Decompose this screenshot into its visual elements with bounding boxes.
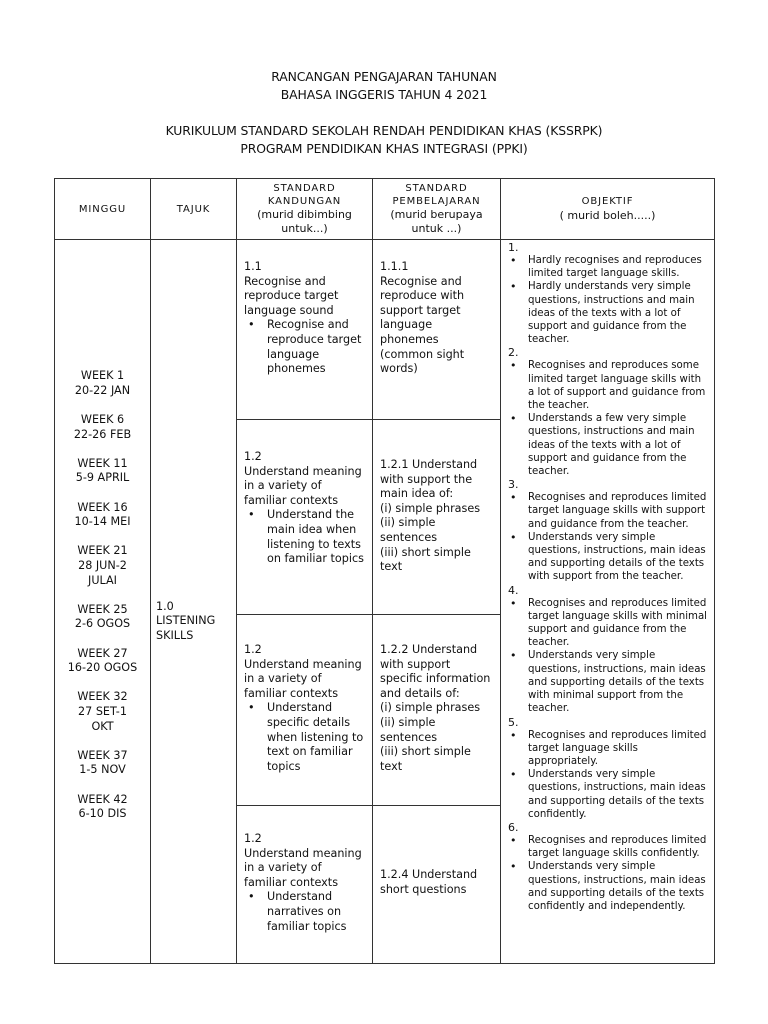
list-item: • Understand specific details when listening to text on familiar topics [244,701,366,774]
week-entry: WEEK 32 27 SET-1 OKT [77,690,128,733]
standard-pembelajaran-cell: 1.2.1 Understand with support the main idea of: (i) simple phrases (ii) simple sentences (iii) short simple text [373,420,501,615]
tajuk-cell: 1.0 LISTENING SKILLS [151,240,237,964]
header-standard-pembelajaran: STANDARD PEMBELAJARAN (murid berupaya untuk ...) [373,179,501,240]
doc-title-3: KURIKULUM STANDARD SEKOLAH RENDAH PENDIDIKAN KHAS (KSSRPK) [165,123,603,138]
table-row [55,240,715,420]
list-item: • Understands very simple questions, instructions, main ideas and supporting details of the texts confidently and independently. [508,860,708,913]
list-item: • Recognises and reproduces limited target language skills with minimal support and guidance from the teacher. [508,597,708,650]
doc-title-4: PROGRAM PENDIDIKAN KHAS INTEGRASI (PPKI) [240,141,528,156]
objective-group [508,584,708,716]
week-entry: WEEK 37 1-5 NOV [77,748,128,777]
standard-kandungan-cell: 1.2 Understand meaning in a variety of familiar contexts • Understand narratives on familiar topics [237,806,373,964]
doc-title-1: RANCANGAN PENGAJARAN TAHUNAN [271,69,497,84]
objective-number: 6. [508,820,519,834]
list-item: • Understands very simple questions, instructions, main ideas and supporting details of the texts with support from the teacher. [508,531,708,584]
list-item: • Understand narratives on familiar topics [244,890,366,934]
header-tajuk: TAJUK [151,179,237,240]
header-minggu: MINGGU [55,179,151,240]
objective-number: 1. [508,241,519,254]
week-entry: WEEK 27 16-20 OGOS [67,646,138,675]
objective-group [508,346,708,478]
standard-kandungan-cell: 1.2 Understand meaning in a variety of familiar contexts • Understand specific details when listening to text on familiar topics [237,615,373,806]
list-item: • Understands very simple questions, instructions, main ideas and supporting details of the texts confidently. [508,768,708,821]
standard-kandungan-cell: 1.2 Understand meaning in a variety of familiar contexts • Understand the main idea when listening to texts on familiar topics [237,420,373,615]
objective-number: 3. [508,478,519,492]
list-item: • Hardly recognises and reproduces limited target language skills. [508,254,708,280]
list-item: • Recognises and reproduces some limited target language skills with a lot of support and guidance from the teacher. [508,359,708,412]
list-item: • Understands very simple questions, instructions, main ideas and supporting details of the texts with minimal support from the teacher. [508,649,708,715]
list-item: • Recognises and reproduces limited target language skills with support and guidance from the teacher. [508,491,708,531]
week-entry: WEEK 16 10-14 MEI [74,500,131,529]
week-entry: WEEK 21 28 JUN-2 JULAI [77,544,128,587]
list-item: • Recognises and reproduces limited target language skills appropriately. [508,729,708,769]
week-entry: WEEK 42 6-10 DIS [77,792,128,821]
standard-pembelajaran-cell: 1.2.4 Understand short questions [373,806,501,964]
header-standard-kandungan: STANDARD KANDUNGAN (murid dibimbing untuk...) [237,179,373,240]
doc-title-2: BAHASA INGGERIS TAHUN 4 2021 [280,87,488,102]
week-entry: WEEK 25 2-6 OGOS [74,602,131,631]
list-item: • Recognise and reproduce target language phonemes [244,318,366,376]
document-titles [0,68,768,158]
objective-number: 4. [508,583,519,597]
standard-pembelajaran-cell: 1.2.2 Understand with support specific information and details of: (i) simple phrases (ii) simple sentences (iii) short simple text [373,615,501,806]
lesson-plan-table [54,178,715,964]
header-objektif: OBJEKTIF ( murid boleh.....) [501,179,715,240]
objective-group [508,821,708,913]
week-entry: WEEK 11 5-9 APRIL [75,456,130,485]
week-entry: WEEK 1 20-22 JAN [74,369,131,397]
list-item: • Understand the main idea when listening to texts on familiar topics [244,508,366,566]
minggu-cell [55,240,151,964]
objective-group [508,716,708,821]
objective-group [508,241,708,346]
list-item: • Hardly understands very simple questions, instructions and main ideas of the texts with a lot of support and guidance from the teacher. [508,280,708,346]
standard-kandungan-cell: 1.1 Recognise and reproduce target language sound • Recognise and reproduce target language phonemes [237,240,373,420]
objective-number: 5. [508,715,519,729]
week-entry: WEEK 6 22-26 FEB [73,413,132,441]
list-item: • Recognises and reproduces limited target language skills confidently. [508,834,708,860]
standard-pembelajaran-cell: 1.1.1 Recognise and reproduce with support target language phonemes (common sight words) [373,240,501,420]
objective-group [508,478,708,583]
objective-number: 2. [508,346,519,360]
objektif-cell [501,240,715,964]
list-item: • Understands a few very simple questions, instructions and main ideas of the texts with a lot of support and guidance from the teacher. [508,412,708,478]
table-header-row [55,179,715,240]
